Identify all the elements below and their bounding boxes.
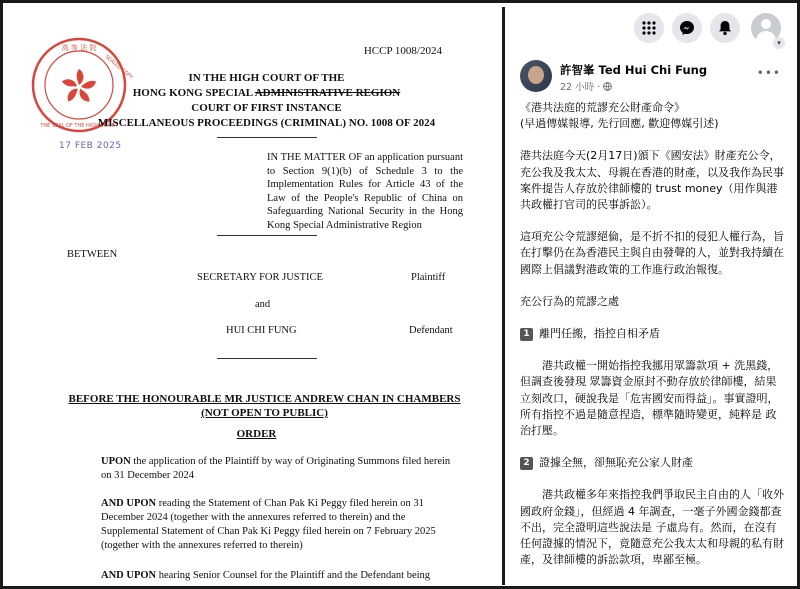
header-line-4: MISCELLANEOUS PROCEEDINGS (CRIMINAL) NO. 1008 OF 2024: [97, 117, 436, 129]
divider: [217, 235, 317, 236]
divider: [217, 358, 317, 359]
post-header: [520, 60, 785, 96]
and-label: and: [255, 299, 271, 310]
bell-icon: [718, 20, 732, 36]
paragraph-and-upon-reading: [101, 497, 456, 553]
post-paragraph: 港共政權一開始指控我挪用眾籌款項 + 洗黑錢，但調查後發現 眾籌資金原封不動存放於律師樓，結果立刻改口，硬說我是「危害國安而得益」。事實證明，所有指控不過是隨意捏造，標準隨時變更，純粹是 政治打壓。: [520, 359, 779, 438]
stamp-side-text: SEALED COPY: [103, 53, 135, 81]
post-meta: [560, 79, 612, 93]
messenger-button[interactable]: [672, 13, 702, 43]
section-heading-1: [520, 326, 785, 342]
notifications-button[interactable]: [710, 13, 740, 43]
paragraph-and-upon-hearing: [101, 569, 456, 583]
para-lead: AND UPON: [101, 570, 157, 581]
messenger-icon: [679, 20, 695, 36]
grid-icon: [642, 21, 656, 35]
post-paragraph: 港共法庭今天(2月17日)頒下《國安法》財產充公令，充公我及我太太、母親在香港的財產，以及我作為民事案件提告人存放於律師樓的 trust money（用作與港共政權打官司的民事訴訟）。: [520, 149, 784, 212]
header-line-3: COURT OF FIRST INSTANCE: [191, 102, 342, 114]
post-note: (早過傳媒報導, 先行回應, 歡迎傳媒引述): [520, 117, 719, 131]
section-heading-2: [520, 455, 785, 471]
defendant-role: Defendant: [409, 325, 453, 336]
post-time[interactable]: 22 小時: [560, 82, 595, 93]
post-subheading: 充公行為的荒謬之處: [520, 294, 619, 308]
court-order-document: [11, 7, 505, 585]
stamp-date: 17 FEB 2025: [59, 141, 122, 151]
plaintiff-name: SECRETARY FOR JUSTICE: [197, 272, 323, 283]
globe-icon: [603, 82, 612, 91]
divider: [217, 137, 317, 138]
author-name[interactable]: 許智峯 Ted Hui Chi Fung: [560, 63, 708, 77]
header-line-2a: HONG KONG SPECIAL: [132, 87, 255, 99]
post-paragraph: 這項充公令荒謬絕倫，是不折不扣的侵犯人權行為，旨在打擊仍在為香港民主與自由發聲的人，並對我持續在國際上倡議對港政策的工作進行政治報復。: [520, 230, 784, 276]
para-lead: AND UPON: [101, 498, 157, 509]
section-title: 證據全無，卻無恥充公家人財產: [539, 456, 693, 470]
avatar-head: [761, 19, 771, 29]
in-the-matter-of: IN THE MATTER OF an application pursuant to Section 9(1)(b) of Schedule 3 to the Implementation Rules for Article 43 of the Law of the People's Republic of China on Safeguarding National Security in the Hong Kong Special Administrative Region: [267, 152, 463, 231]
keycap-2-icon: 2: [520, 457, 533, 470]
post-title: 《港共法庭的荒謬充公財產命令》: [520, 101, 685, 114]
defendant-name: HUI CHI FUNG: [226, 325, 297, 336]
stamp-bottom-text: THE SEAL OF THE HIGH COURT: [40, 123, 118, 129]
chevron-down-icon[interactable]: ▾: [773, 37, 785, 49]
more-options-button[interactable]: •••: [756, 66, 781, 80]
para-text: hearing Senior Counsel for the Plaintiff and the Defendant being: [156, 570, 431, 581]
menu-grid-button[interactable]: [634, 13, 664, 43]
header-line-2: [71, 86, 462, 101]
court-header: [71, 71, 462, 131]
header-line-2b: ADMINISTRATIVE REGION: [254, 87, 401, 99]
case-number: HCCP 1008/2024: [363, 45, 442, 57]
para-text: reading the Statement of Chan Pak Ki Peggy filed herein on 31 December 2024 (together with the annexures referred to therein) and the Supplemental Statement of Chan Pak Ki Peggy filed herein on 7 February 2025 (together with the annexures referred to therein): [101, 498, 436, 551]
between-label: BETWEEN: [67, 249, 118, 260]
facebook-top-bar: [508, 7, 795, 49]
facebook-post-panel: [508, 7, 795, 585]
plaintiff-role: Plaintiff: [411, 272, 446, 283]
section-title: 離門任搬，指控自相矛盾: [539, 327, 660, 341]
post-paragraph: 港共政權多年來指控我們爭取民主自由的人「收外國政府金錢」，但經過 4 年調查，一毫子外國金錢都查不出，完全證明這些說法是 子虛烏有。然而，在沒有任何證據的情況下，竟隨意充公我太太和母親的私有財產，及律師樓的訴訟款項，卑鄙至極。: [520, 488, 784, 567]
header-line-1: IN THE HIGH COURT OF THE: [188, 72, 345, 84]
keycap-1-icon: 1: [520, 328, 533, 341]
separator-dot: ·: [597, 82, 604, 93]
before-judge: BEFORE THE HONOURABLE MR JUSTICE ANDREW CHAN IN CHAMBERS (NOT OPEN TO PUBLIC): [68, 393, 461, 419]
author-avatar[interactable]: [520, 60, 552, 92]
para-lead: UPON: [101, 456, 131, 467]
post-content: [520, 100, 785, 584]
stamp-top-text: 高 等 法 院: [61, 44, 97, 52]
paragraph-upon: [101, 455, 456, 483]
order-title: ORDER: [236, 428, 277, 440]
para-text: the application of the Plaintiff by way of Originating Summons filed herein on 31 December 2024: [101, 456, 451, 481]
